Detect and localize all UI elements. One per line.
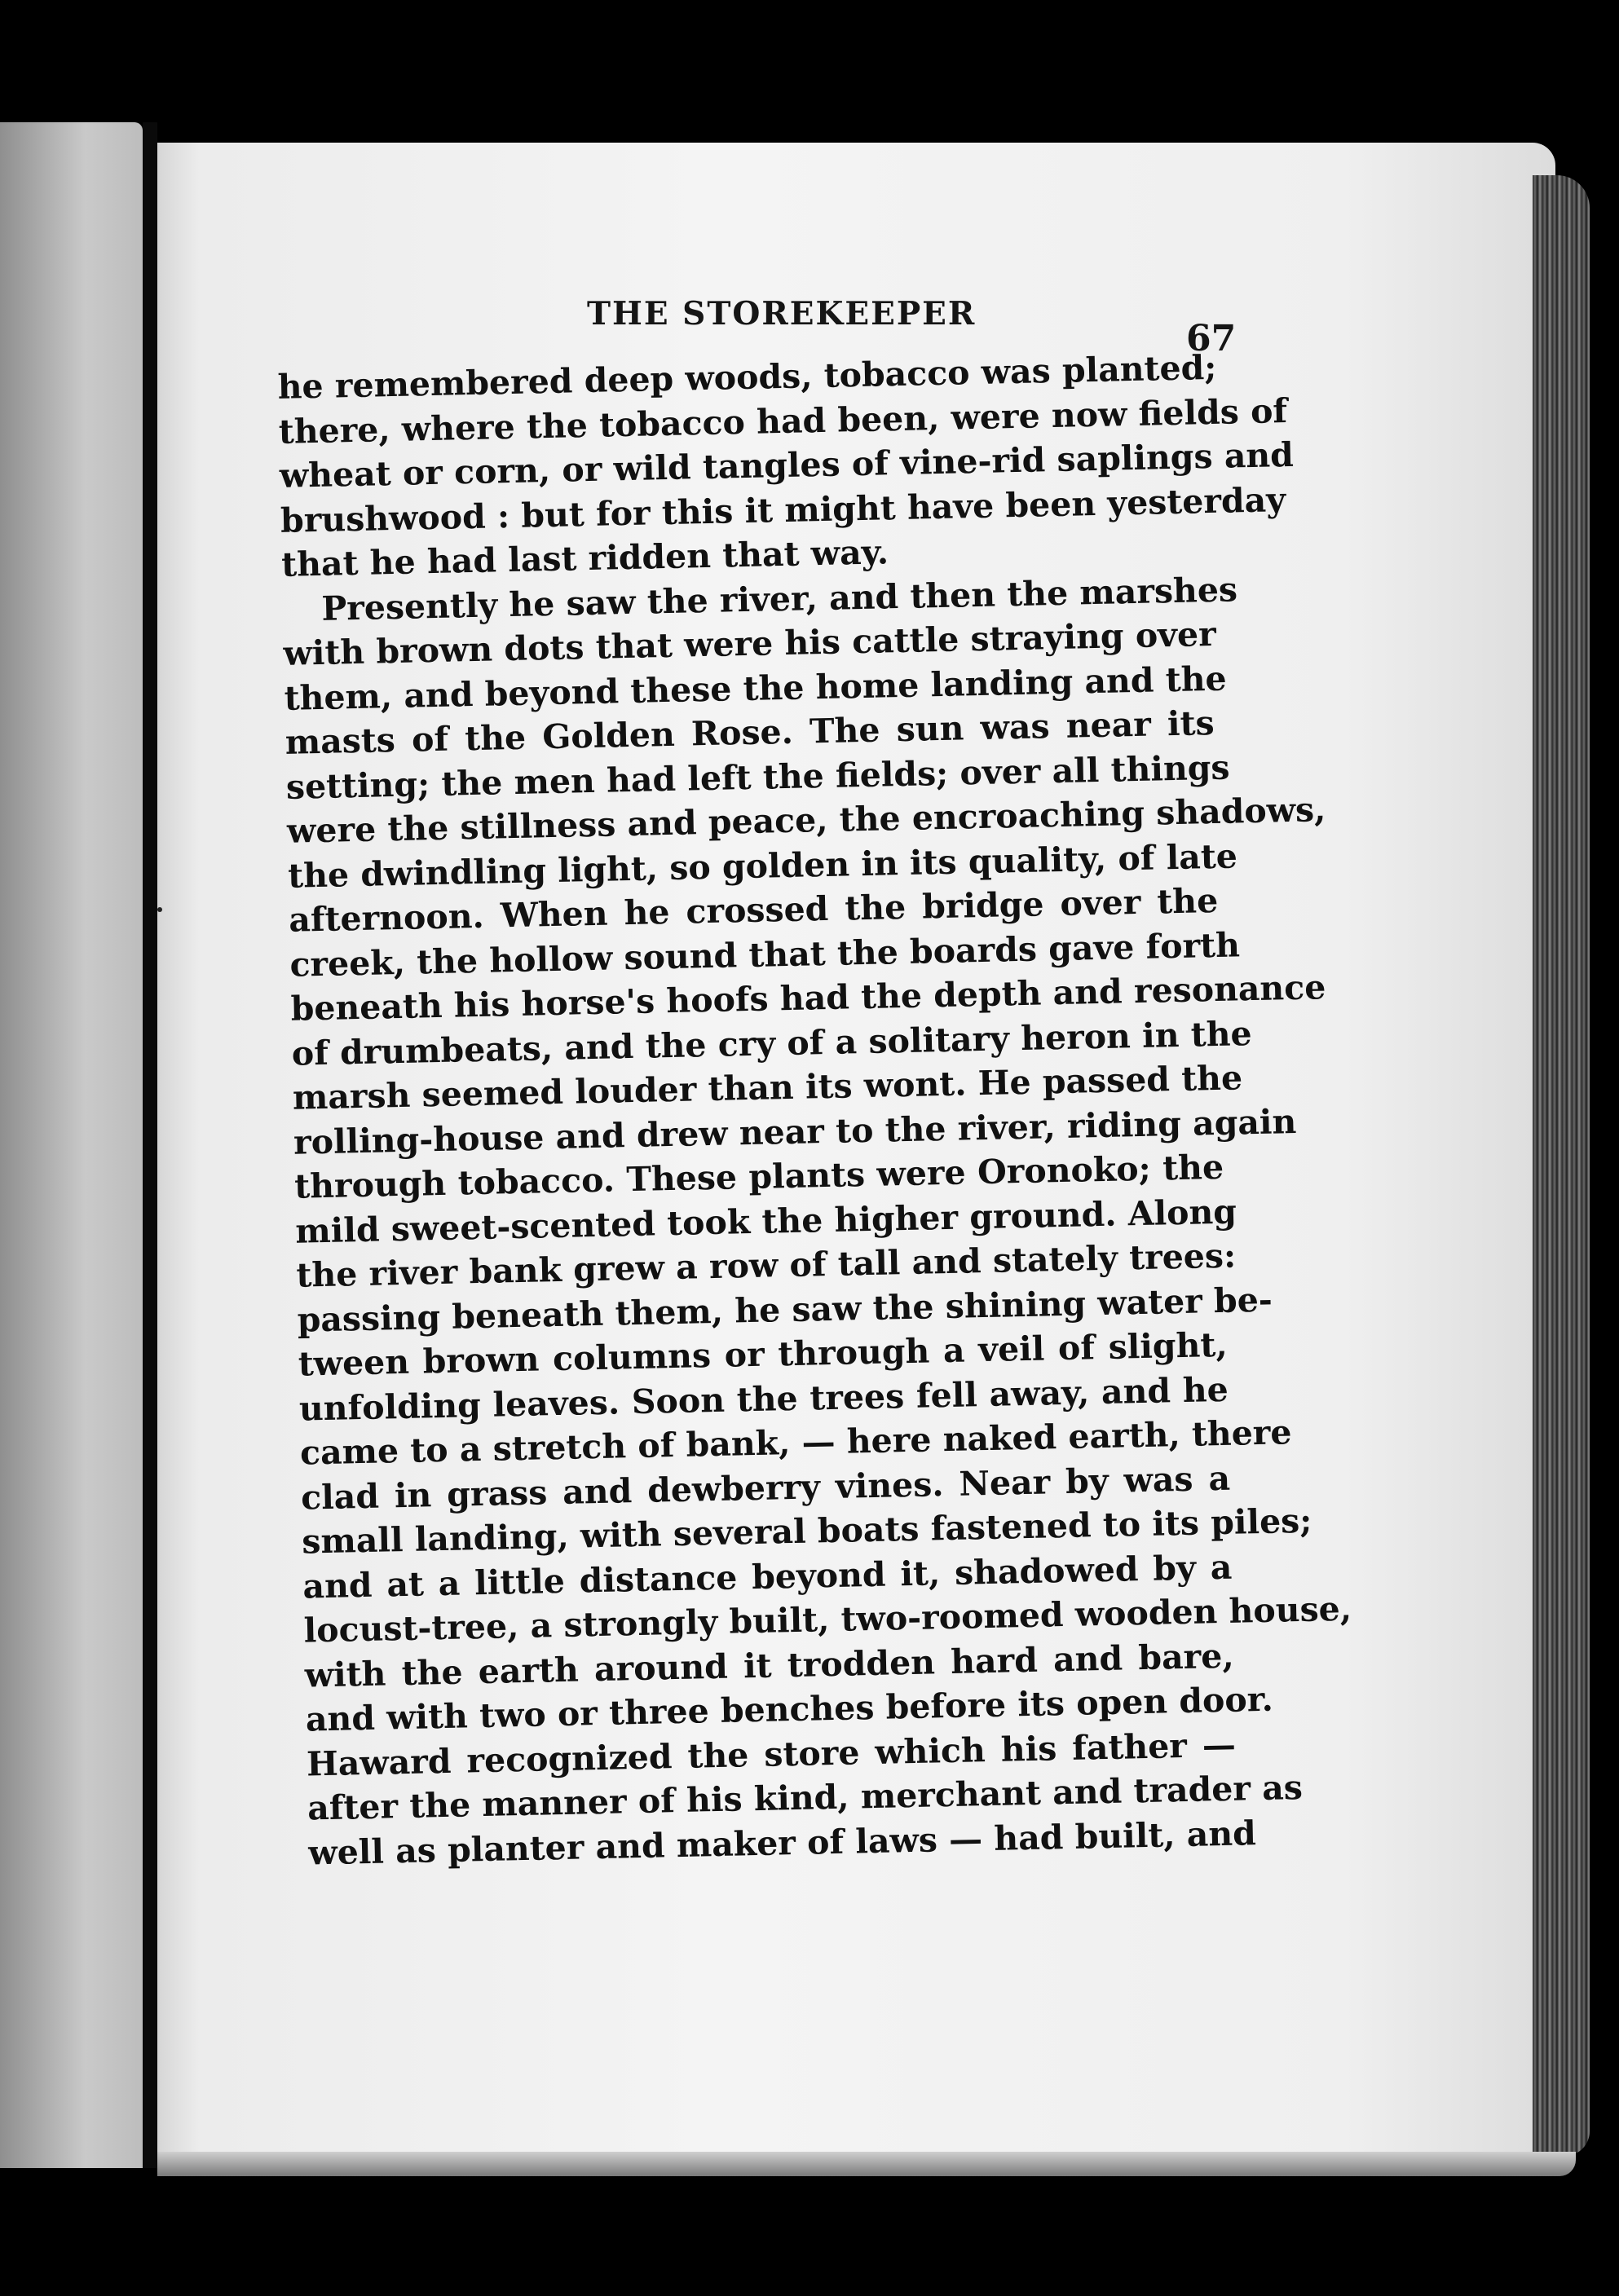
text-line: brushwood : but for this it might have been yesterday	[280, 479, 1286, 540]
text-line: afternoon. When he crossed the bridge over the	[288, 880, 1219, 940]
text-line: marsh seemed louder than its wont. He passed the	[292, 1058, 1243, 1117]
text-line: came to a stretch of bank, — here naked earth, there	[299, 1412, 1292, 1473]
running-head: THE STOREKEEPER	[587, 295, 977, 333]
text-line: locust-tree, a strongly built, two-roomed wooden house,	[303, 1589, 1352, 1650]
text-line: he remembered deep woods, tobacco was planted;	[277, 347, 1217, 407]
text-line: passing beneath them, he saw the shining water be-	[297, 1280, 1273, 1340]
text-line: with the earth around it trodden hard and bare,	[304, 1636, 1235, 1695]
text-line: were the stillness and peace, the encroaching shadows,	[286, 790, 1326, 851]
text-line: of drumbeats, and the cry of a solitary heron in the	[291, 1013, 1253, 1073]
body-text	[277, 346, 1352, 1875]
book-gutter	[143, 122, 157, 2168]
ink-speck	[157, 907, 162, 912]
text-line: tween brown columns or through a veil of slight,	[298, 1324, 1229, 1384]
text-line: there, where the tobacco had been, were now fields of	[278, 390, 1288, 452]
text-line: masts of the Golden Rose. The sun was near its	[285, 703, 1215, 762]
text-line: clad in grass and dewberry vines. Near by was a	[300, 1458, 1231, 1518]
text-line: with brown dots that were his cattle straying over	[283, 614, 1217, 673]
text-line: Presently he saw the river, and then the marshes	[320, 569, 1238, 628]
text-line: them, and beyond these the home landing and the	[284, 659, 1228, 718]
text-line: through tobacco. These plants were Oronoko; the	[293, 1147, 1224, 1206]
text-line: after the manner of his kind, merchant and trader as	[307, 1767, 1304, 1828]
text-line: the river bank grew a row of tall and stately trees:	[296, 1236, 1237, 1295]
text-line: beneath his horse's hoofs had the depth and resonance	[290, 967, 1326, 1029]
page-bottom-edge	[157, 2152, 1576, 2176]
text-line: rolling-house and drew near to the river, riding again	[293, 1101, 1297, 1162]
text-line: and at a little distance beyond it, shadowed by a	[302, 1547, 1233, 1606]
text-line: and with two or three benches before its open door.	[305, 1679, 1274, 1739]
text-line: the dwindling light, so golden in its quality, of late	[287, 835, 1238, 896]
page-stack-edge	[1533, 175, 1590, 2156]
text-line: that he had last ridden that way.	[280, 532, 889, 584]
text-line: wheat or corn, or wild tangles of vine-rid saplings and	[279, 434, 1295, 496]
text-line: small landing, with several boats fastened to its piles;	[301, 1501, 1312, 1562]
text-line: mild sweet-scented took the higher ground. Along	[294, 1192, 1237, 1251]
previous-page-edge	[0, 122, 143, 2168]
text-line: creek, the hollow sound that the boards gave forth	[289, 924, 1241, 985]
text-line: Haward recognized the store which his father —	[306, 1725, 1237, 1784]
text-line: well as planter and maker of laws — had built, and	[307, 1813, 1257, 1873]
page-number: 67	[1186, 318, 1237, 359]
text-line: setting; the men had left the fields; over all things	[285, 747, 1230, 807]
text-line: unfolding leaves. Soon the trees fell away, and he	[298, 1369, 1229, 1429]
